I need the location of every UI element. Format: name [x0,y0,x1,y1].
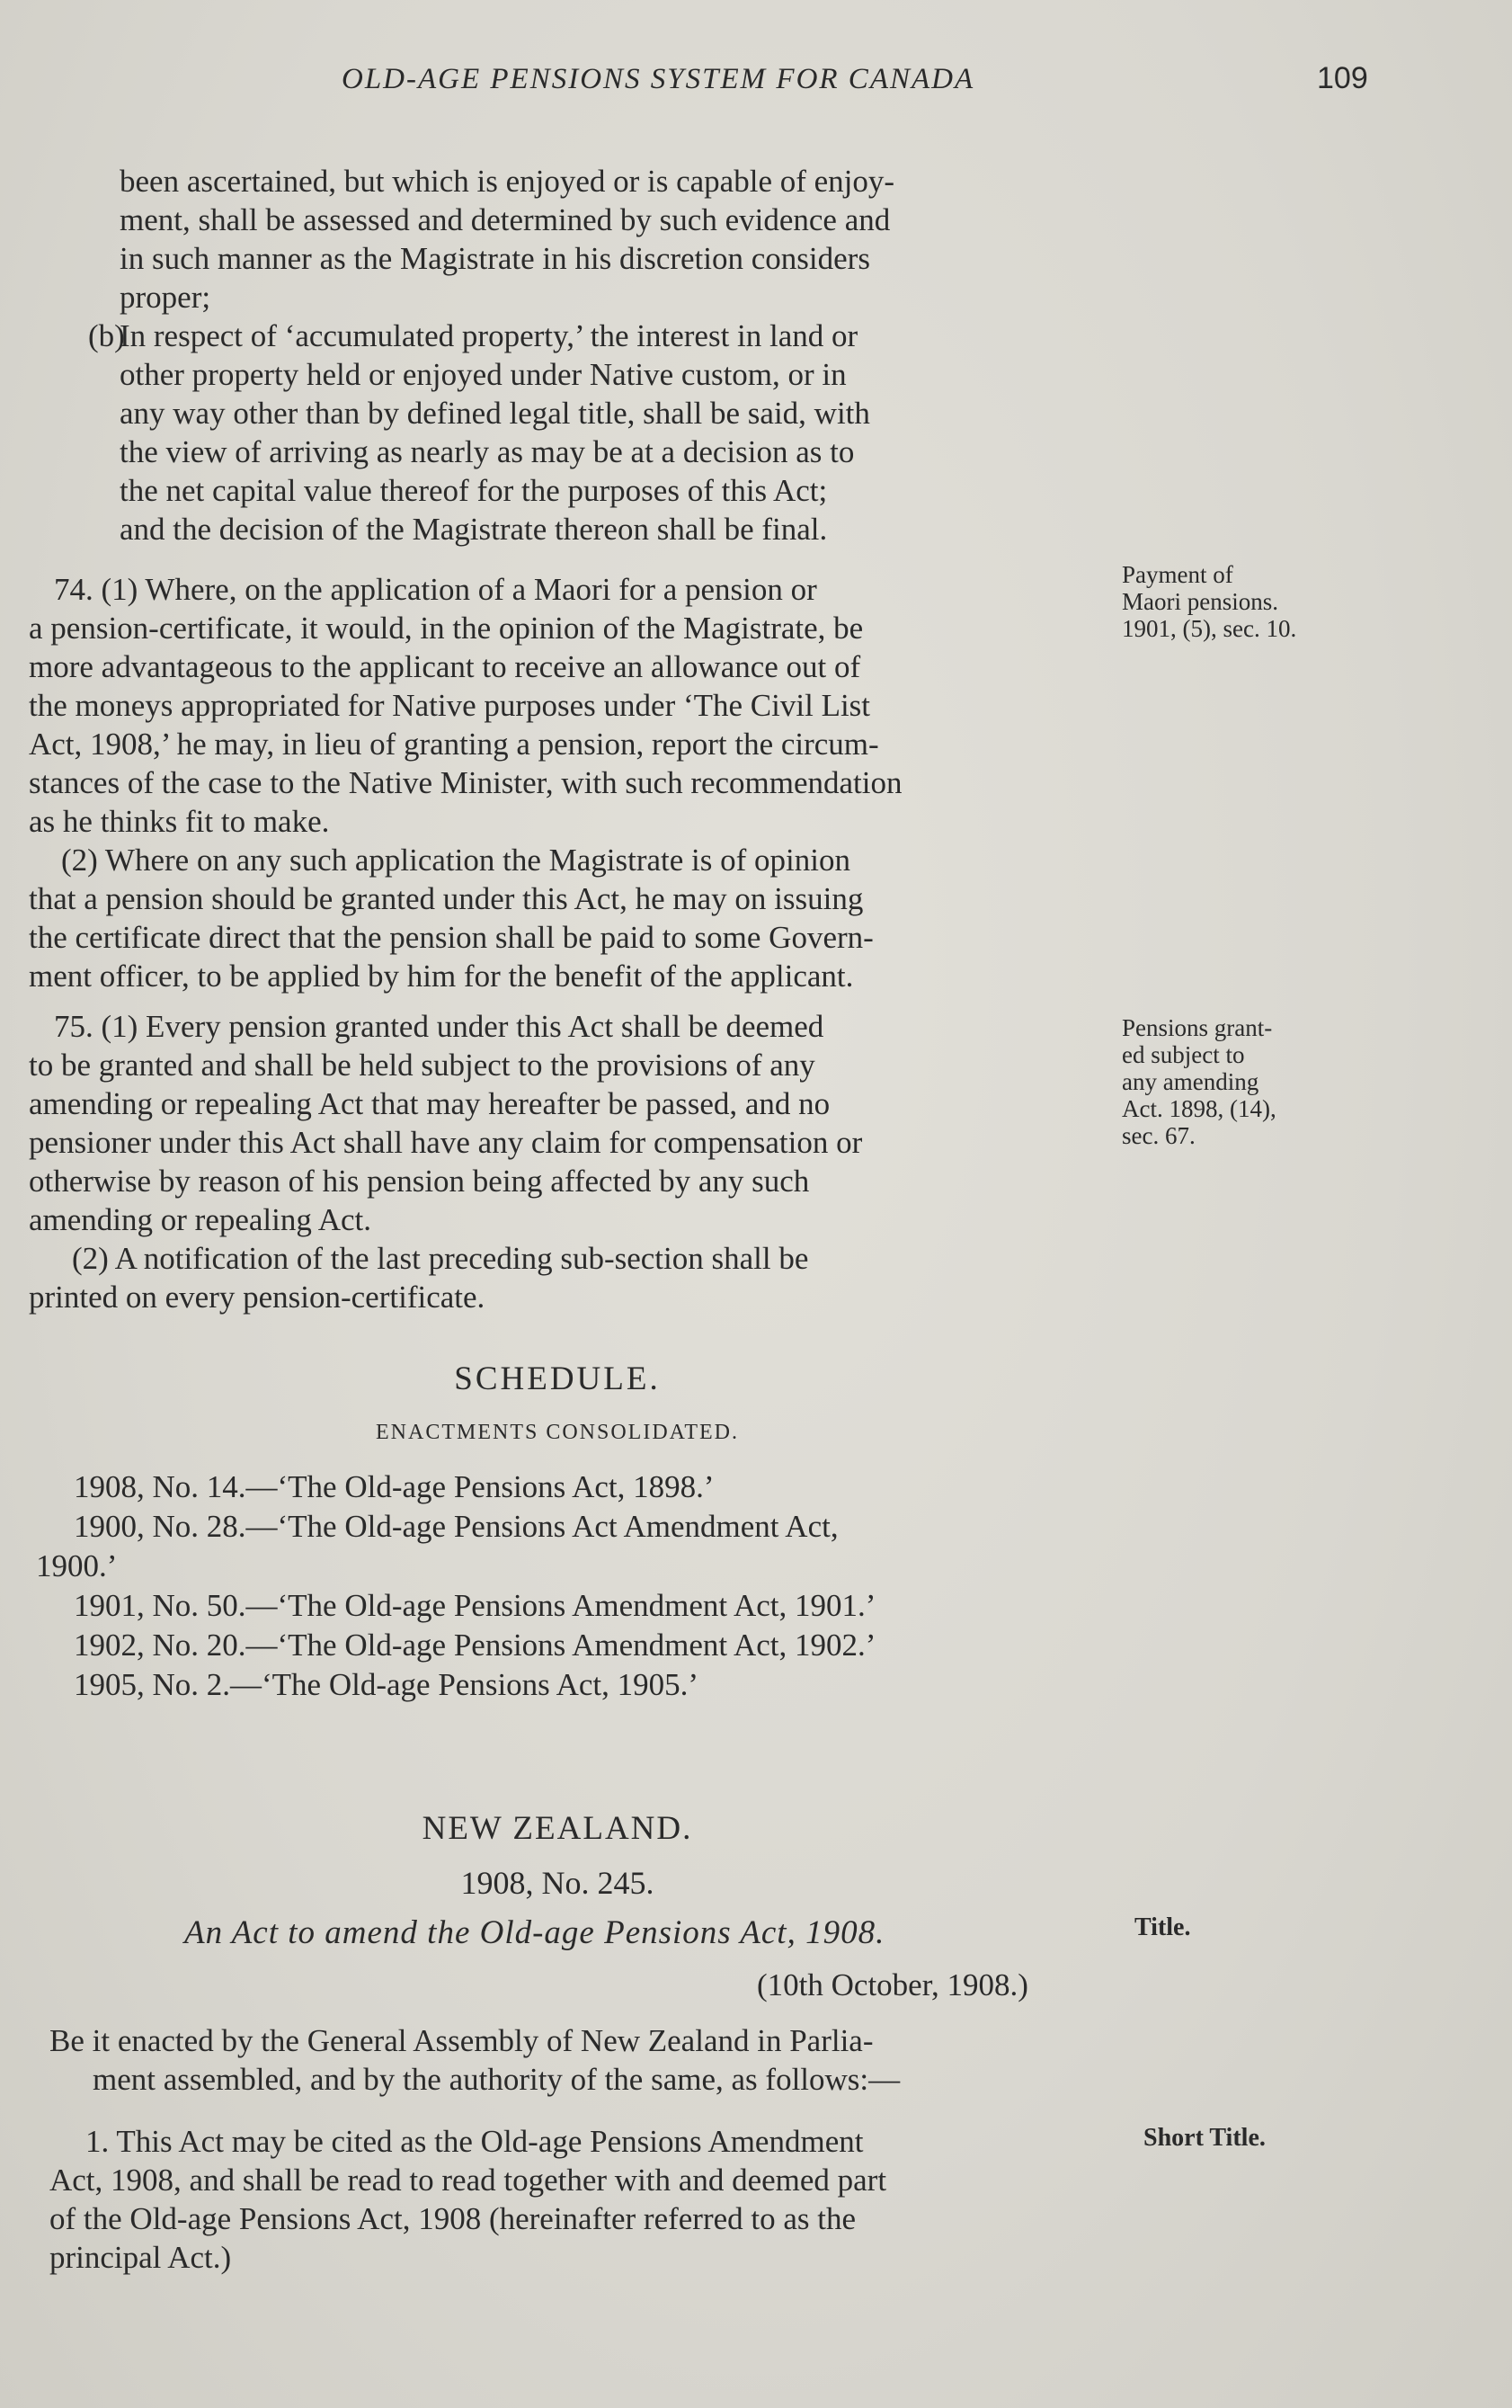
text-line: amending or repealing Act. [29,1202,371,1237]
section-1 [49,2122,1128,2277]
text-line: ment assembled, and by the authority of the same, as follows:— [93,2062,901,2097]
text-line: 75. (1) Every pension granted under this Act shall be deemed [54,1009,824,1044]
text-line: principal Act.) [49,2240,232,2275]
clause-label: (b) [88,318,125,353]
text-line: that a pension should be granted under this Act, he may on issuing [29,881,864,916]
enactment-entry: 1901, No. 50.—‘The Old-age Pensions Amendment Act, 1901.’ [74,1588,876,1623]
text-line: ment, shall be assessed and determined by such evidence and [120,202,891,237]
text-line: to be granted and shall be held subject to the provisions of any [29,1048,815,1083]
text-line: more advantageous to the applicant to receive an allowance out of [29,649,861,684]
text-line: the net capital value thereof for the purposes of this Act; [120,473,828,508]
enactment-entry: 1900, No. 28.—‘The Old-age Pensions Act Amendment Act, [74,1509,839,1544]
text-line: proper; [120,280,211,315]
text-line: stances of the case to the Native Minister, with such recommendation [29,765,903,800]
text-line: other property held or enjoyed under Native custom, or in [120,357,847,392]
text-line: (2) Where on any such application the Magistrate is of opinion [61,843,851,878]
text-line: (2) A notification of the last preceding sub-section shall be [72,1241,809,1276]
enacting-clause [49,2021,1128,2099]
text-line: otherwise by reason of his pension being affected by any such [29,1164,810,1199]
enactment-entry: 1902, No. 20.—‘The Old-age Pensions Amendment Act, 1902.’ [74,1628,876,1663]
enactment-entry: 1900.’ [36,1548,118,1583]
text-line: any way other than by defined legal title, shall be said, with [120,396,870,431]
act-long-title: An Act to amend the Old-age Pensions Act, 1908. [184,1914,885,1951]
schedule-title: SCHEDULE. [454,1360,661,1397]
margin-note-short-title: Short Title. [1143,2124,1266,2152]
text-line: in such manner as the Magistrate in his discretion considers [120,241,870,276]
text-line: In respect of ‘accumulated property,’ the interest in land or [120,318,858,353]
schedule-subtitle: ENACTMENTS CONSOLIDATED. [376,1421,739,1444]
margin-note-title: Title. [1134,1913,1191,1941]
enactment-entry: 1908, No. 14.—‘The Old-age Pensions Act, 1898.’ [74,1469,715,1504]
text-line: Act, 1908, and shall be read to read together with and deemed part [49,2163,887,2198]
text-line: 1. This Act may be cited as the Old-age Pensions Amendment [85,2124,864,2159]
text-line: of the Old-age Pensions Act, 1908 (hereinafter referred to as the [49,2201,857,2236]
running-title: OLD-AGE PENSIONS SYSTEM FOR CANADA [342,63,975,95]
section-74 [29,570,1107,995]
text-line: been ascertained, but which is enjoyed or is capable of enjoy- [120,164,895,199]
act-number: 1908, No. 245. [460,1865,654,1901]
text-line: the moneys appropriated for Native purposes under ‘The Civil List [29,688,871,723]
text-line: pensioner under this Act shall have any claim for compensation or [29,1125,863,1160]
margin-note-75: Pensions grant- ed subject to any amending Act. 1898, (14), sec. 67. [1122,1014,1276,1149]
text-line: Act, 1908,’ he may, in lieu of granting a pension, report the circum- [29,727,879,762]
margin-note-74: Payment of Maori pensions. 1901, (5), sec. 10. [1122,561,1297,642]
act-date: (10th October, 1908.) [757,1967,1028,2002]
text-line: as he thinks fit to make. [29,804,330,839]
clause-text [120,317,1108,548]
text-line: and the decision of the Magistrate thereon shall be final. [120,512,828,547]
enactment-entry: 1905, No. 2.—‘The Old-age Pensions Act, 1905.’ [74,1667,699,1702]
text-line: printed on every pension-certificate. [29,1280,485,1315]
text-line: ment officer, to be applied by him for the benefit of the applicant. [29,959,854,994]
section-75 [29,1007,1107,1316]
clause-a-continuation [120,162,1108,317]
text-line: a pension-certificate, it would, in the opinion of the Magistrate, be [29,611,864,646]
text-line: the view of arriving as nearly as may be at a decision as to [120,434,855,469]
text-line: amending or repealing Act that may hereafter be passed, and no [29,1086,831,1121]
country-heading: NEW ZEALAND. [422,1810,693,1847]
page-number: 109 [1317,61,1368,95]
text-line: the certificate direct that the pension shall be paid to some Govern- [29,920,874,955]
text-line: 74. (1) Where, on the application of a Maori for a pension or [54,572,817,607]
text-line: Be it enacted by the General Assembly of New Zealand in Parlia- [49,2023,874,2058]
